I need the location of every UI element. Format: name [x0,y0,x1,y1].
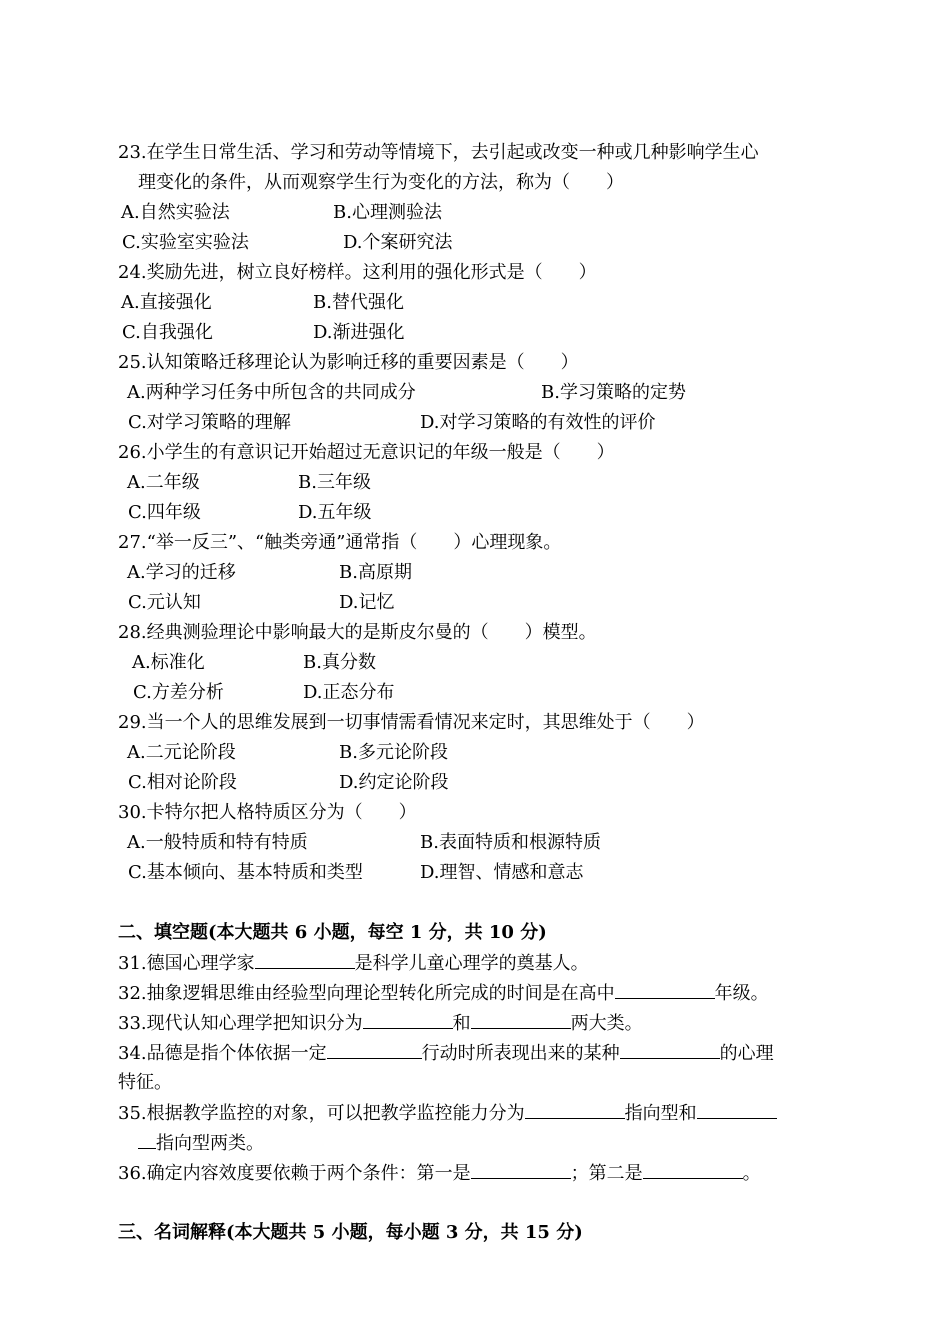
q32-text-1: 32.抽象逻辑思维由经验型向理论型转化所完成的时间是在高中 [118,983,615,1004]
answer-blank[interactable] [138,1128,156,1149]
answer-blank[interactable] [643,1158,743,1179]
option-c: C.四年级 [128,502,201,523]
question-28-options-row1 [118,648,838,678]
option-a: A.二年级 [127,472,200,493]
option-a: A.标准化 [132,652,205,673]
question-29-options-row2 [118,768,838,798]
option-b: B.高原期 [339,562,412,583]
q31-text-2: 是科学儿童心理学的奠基人。 [354,953,589,974]
answer-blank[interactable] [471,1158,571,1179]
question-28-options-row2 [118,678,838,708]
question-23-stem-line1: 23.在学生日常生活、学习和劳动等情境下，去引起或改变一种或几种影响学生心 [118,142,759,163]
option-d: D.正态分布 [303,682,395,703]
question-29-stem: 29.当一个人的思维发展到一切事情需看情况来定时，其思维处于（ ） [118,712,705,733]
question-31 [118,948,838,978]
option-a: A.学习的迁移 [127,562,236,583]
option-c: C.相对论阶段 [128,772,237,793]
option-a: A.两种学习任务中所包含的共同成分 [127,382,416,403]
question-24-options-row1 [118,288,838,318]
q36-text-2: ；第二是 [570,1163,643,1184]
q34-text-1: 34.品德是指个体依据一定 [118,1043,327,1064]
q35-text-2: 指向型和 [624,1103,697,1124]
question-27-options-row1 [118,558,838,588]
question-36 [118,1158,838,1188]
option-b: B.心理测验法 [333,202,442,223]
option-d: D.记忆 [339,592,395,613]
q33-text-2: 和 [452,1013,471,1034]
option-c: C.方差分析 [133,682,224,703]
question-24-stem: 24.奖励先进，树立良好榜样。这利用的强化形式是（ ） [118,262,597,283]
option-c: C.对学习策略的理解 [128,412,291,433]
q34-text-3: 的心理 [719,1043,774,1064]
option-a: A.自然实验法 [121,202,230,223]
question-24-options-row2 [118,318,838,348]
question-23-options-row2 [118,228,838,258]
q36-text-3: 。 [742,1163,761,1184]
q35-text-3: 指向型两类。 [156,1133,264,1154]
question-32 [118,978,838,1008]
option-c: C.自我强化 [122,322,213,343]
question-27-stem: 27.“举一反三”、“触类旁通”通常指（ ）心理现象。 [118,532,562,553]
answer-blank[interactable] [363,1008,453,1029]
question-23-stem-line2: 理变化的条件，从而观察学生行为变化的方法，称为（ ） [138,172,624,193]
question-26-options-row2 [118,498,838,528]
option-d: D.个案研究法 [343,232,453,253]
option-c: C.基本倾向、基本特质和类型 [128,862,363,883]
answer-blank[interactable] [697,1098,777,1119]
q31-text-1: 31.德国心理学家 [118,953,255,974]
option-d: D.理智、情感和意志 [420,862,584,883]
q33-text-1: 33.现代认知心理学把知识分为 [118,1013,363,1034]
spacer [118,888,838,918]
question-30-options-row1 [118,828,838,858]
section-3-heading: 三、名词解释(本大题共 5 小题，每小题 3 分，共 15 分) [118,1222,583,1243]
answer-blank[interactable] [327,1038,422,1059]
option-a: A.一般特质和特有特质 [127,832,308,853]
spacer [118,1188,838,1218]
question-26-options-row1 [118,468,838,498]
option-b: B.表面特质和根源特质 [420,832,601,853]
option-c: C.实验室实验法 [122,232,249,253]
option-c: C.元认知 [128,592,201,613]
option-d: D.渐进强化 [313,322,405,343]
q32-text-2: 年级。 [714,983,769,1004]
answer-blank[interactable] [615,978,715,999]
question-23-options-row1 [118,198,838,228]
option-b: B.替代强化 [313,292,404,313]
question-25-options-row2 [118,408,838,438]
option-d: D.对学习策略的有效性的评价 [420,412,656,433]
option-b: B.多元论阶段 [339,742,448,763]
question-27-options-row2 [118,588,838,618]
question-30-stem: 30.卡特尔把人格特质区分为（ ） [118,802,417,823]
option-b: B.真分数 [303,652,376,673]
section-2-heading: 二、填空题(本大题共 6 小题，每空 1 分，共 10 分) [118,922,547,943]
question-25-stem: 25.认知策略迁移理论认为影响迁移的重要因素是（ ） [118,352,579,373]
question-34-line1 [118,1038,838,1068]
q35-text-1: 35.根据教学监控的对象，可以把教学监控能力分为 [118,1103,525,1124]
option-b: B.学习策略的定势 [541,382,686,403]
q33-text-3: 两大类。 [570,1013,643,1034]
option-a: A.直接强化 [121,292,212,313]
option-d: D.五年级 [298,502,372,523]
q34-text-2: 行动时所表现出来的某种 [421,1043,620,1064]
option-a: A.二元论阶段 [127,742,236,763]
question-29-options-row1 [118,738,838,768]
exam-page [118,138,838,1248]
q36-text-1: 36.确定内容效度要依赖于两个条件：第一是 [118,1163,471,1184]
question-35-line1 [118,1098,838,1128]
option-b: B.三年级 [298,472,371,493]
question-26-stem: 26.小学生的有意识记开始超过无意识记的年级一般是（ ） [118,442,615,463]
question-25-options-row1 [118,378,838,408]
question-30-options-row2 [118,858,838,888]
option-d: D.约定论阶段 [339,772,449,793]
question-33 [118,1008,838,1038]
answer-blank[interactable] [255,948,355,969]
answer-blank[interactable] [471,1008,571,1029]
answer-blank[interactable] [620,1038,720,1059]
question-35-line2 [118,1128,838,1158]
question-28-stem: 28.经典测验理论中影响最大的是斯皮尔曼的（ ）模型。 [118,622,597,643]
question-34-line2: 特征。 [118,1072,172,1093]
answer-blank[interactable] [525,1098,625,1119]
